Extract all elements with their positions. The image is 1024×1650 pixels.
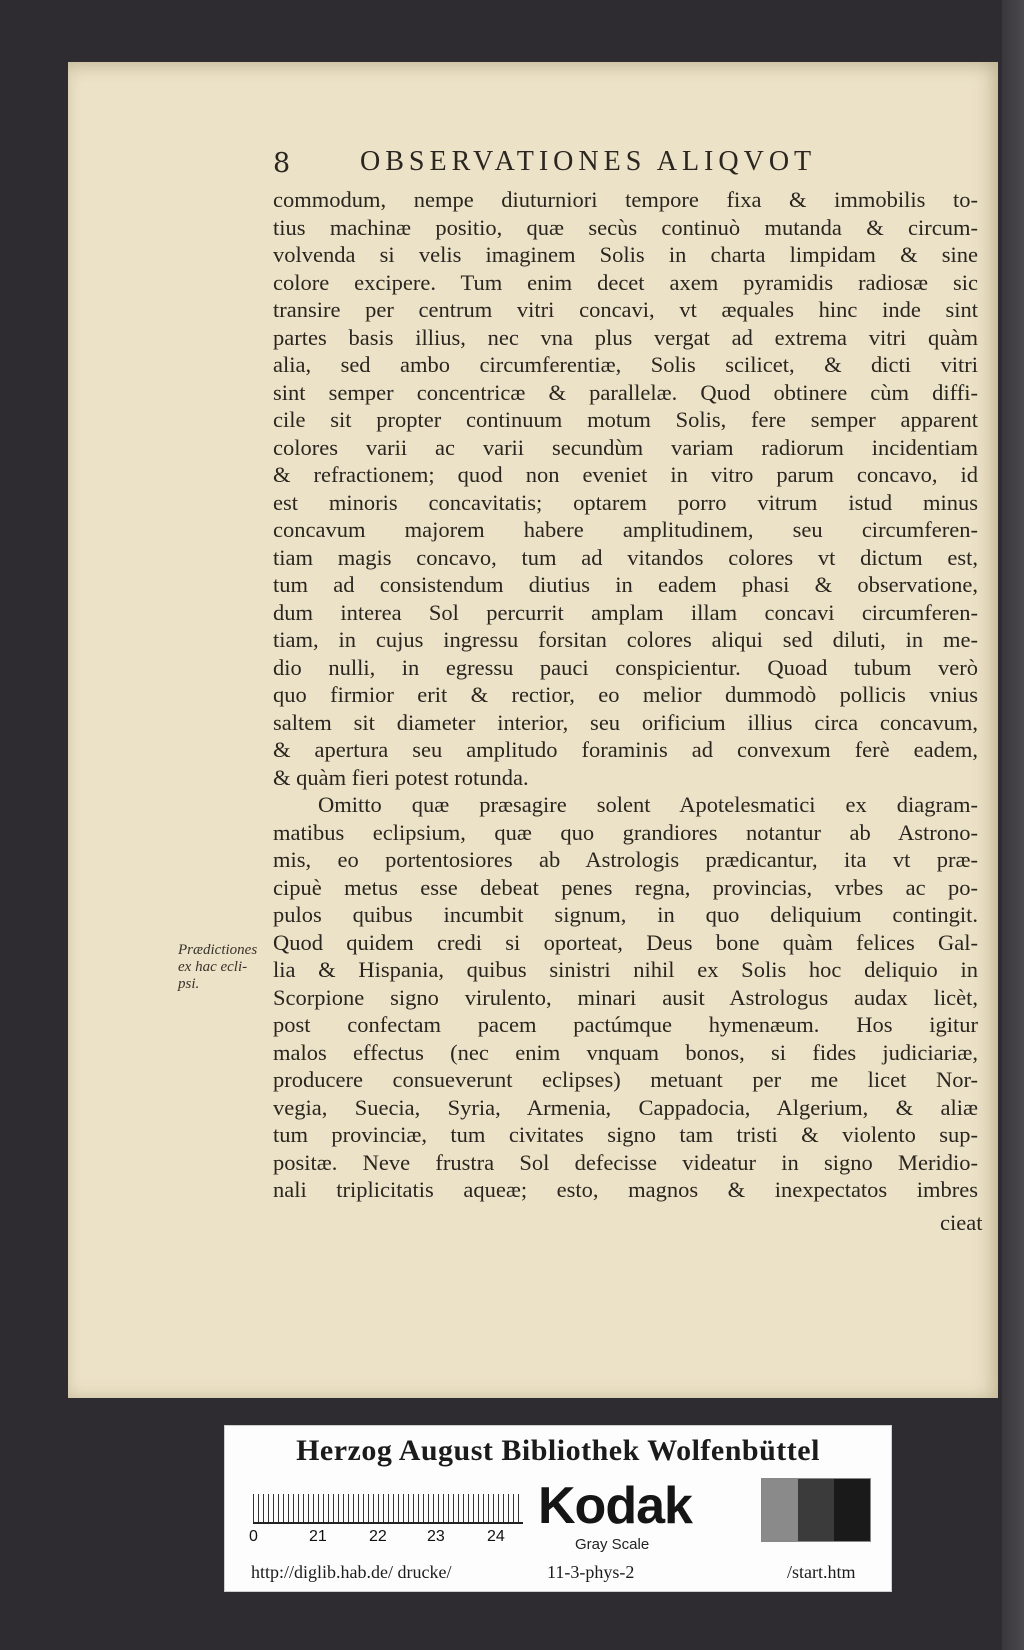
text-line: & quàm fieri potest rotunda. — [273, 764, 529, 790]
margin-note — [178, 942, 278, 993]
text-line: commodum, nempe diuturniori tempore fixa & immobilis to- — [273, 187, 978, 212]
margin-note-line: ex hac ecli- — [178, 959, 248, 975]
text-line: volvenda si velis imaginem Solis in charta limpidam & sine — [273, 242, 978, 267]
text-line: concavum majorem habere amplitudinem, seu circumferen- — [273, 517, 978, 542]
text-line: alia, sed ambo circumferentiæ, Solis scilicet, & dicti vitri — [273, 352, 978, 377]
text-line: & apertura seu amplitudo foraminis ad convexum ferè eadem, — [273, 737, 978, 762]
text-line: malos effectus (nec enim vnquam bonos, si fides judiciariæ, — [273, 1039, 978, 1065]
text-line: cile sit propter continuum motum Solis, fere semper apparent — [273, 407, 978, 432]
margin-note-line: Prædictiones — [178, 942, 258, 958]
text-line: saltem sit diameter interior, seu orificium illius circa concavum, — [273, 709, 978, 735]
text-line: pulos quibus incumbit signum, in quo deliquium contingit. — [273, 902, 978, 927]
text-line: producere consueverunt eclipses) metuant per me licet Nor- — [273, 1067, 978, 1092]
color-target-card — [224, 1425, 892, 1592]
text-line: sint semper concentricæ & parallelæ. Quod obtinere cùm diffi- — [273, 379, 978, 405]
gray-swatches — [761, 1478, 871, 1542]
gray-swatch — [762, 1479, 798, 1541]
scan-edge — [1002, 0, 1024, 1650]
text-line: & refractionem; quod non eveniet in vitro parum concavo, id — [273, 462, 978, 487]
book-page — [68, 62, 998, 1398]
ruler-number: 22 — [369, 1528, 387, 1545]
margin-note-line: psi. — [178, 976, 200, 992]
text-line: mis, eo portentosiores ab Astrologis prædicantur, ita vt præ- — [273, 847, 978, 872]
text-line: tiam magis concavo, tum ad vitandos colores vt dictum est, — [273, 544, 978, 570]
library-title: Herzog August Bibliothek Wolfenbüttel — [296, 1434, 820, 1467]
url-left: http://diglib.hab.de/ drucke/ — [251, 1562, 452, 1582]
text-line: tum ad consistendum diutius in eadem phasi & observatione, — [273, 572, 978, 597]
ruler-number: 21 — [309, 1528, 327, 1545]
text-line: colore excipere. Tum enim decet axem pyramidis radiosæ sic — [273, 269, 978, 295]
text-line: vegia, Suecia, Syria, Armenia, Cappadocia, Algerium, & aliæ — [273, 1094, 978, 1120]
catchword: cieat — [940, 1210, 983, 1235]
running-head: OBSERVATIONES ALIQVOT — [360, 146, 817, 177]
gray-swatch — [834, 1479, 870, 1541]
ruler-number: 24 — [487, 1528, 505, 1545]
ruler-scale — [253, 1484, 523, 1524]
text-line: nali triplicitatis aqueæ; esto, magnos & inexpectatos imbres — [273, 1177, 978, 1202]
ruler-number: 23 — [427, 1528, 445, 1545]
text-line: Omitto quæ præsagire solent Apotelesmatici ex diagram- — [318, 792, 978, 817]
text-line: partes basis illius, nec vna plus vergat ad extrema vitri quàm — [273, 324, 978, 350]
text-line: dio nulli, in egressu pauci conspicientur. Quoad tubum verò — [273, 654, 978, 680]
url-id: 11-3-phys-2 — [547, 1562, 635, 1582]
gray-scale-label: Gray Scale — [575, 1536, 650, 1553]
text-line: Scorpione signo virulento, minari ausit Astrologus audax licèt, — [273, 984, 978, 1010]
gray-swatch — [798, 1479, 834, 1541]
kodak-logo: Kodak — [538, 1477, 692, 1535]
text-line: tum provinciæ, tum civitates signo tam tristi & violento sup- — [273, 1122, 978, 1147]
body-text — [273, 186, 993, 1204]
text-line: post confectam pacem pactúmque hymenæum. Hos igitur — [273, 1012, 978, 1037]
text-line: tiam, in cujus ingressu forsitan colores aliqui sed diluti, in me- — [273, 627, 978, 652]
text-line: tius machinæ positio, quæ secùs continuò mutanda & circum- — [273, 214, 978, 240]
text-line: quo firmior erit & rectior, eo melior dummodò pollicis vnius — [273, 682, 978, 707]
text-line: lia & Hispania, quibus sinistri nihil ex Solis hoc deliquio in — [273, 957, 978, 982]
text-line: dum interea Sol percurrit amplam illam concavi circumferen- — [273, 599, 978, 625]
text-line: Quod quidem credi si oporteat, Deus bone quàm felices Gal- — [273, 929, 978, 955]
text-line: transire per centrum vitri concavi, vt æquales hinc inde sint — [273, 297, 978, 322]
text-line: cipuè metus esse debeat penes regna, provincias, vrbes ac po- — [273, 874, 978, 900]
page-number: 8 — [273, 148, 291, 179]
text-line: colores varii ac varii secundùm variam radiorum incidentiam — [273, 434, 978, 460]
text-line: positæ. Neve frustra Sol defecisse videatur in signo Meridio- — [273, 1149, 978, 1175]
text-line: est minoris concavitatis; optarem porro vitrum istud minus — [273, 489, 978, 515]
url-right: /start.htm — [787, 1562, 856, 1582]
text-line: matibus eclipsium, quæ quo grandiores notantur ab Astrono- — [273, 819, 978, 845]
ruler-number: 0 — [249, 1528, 258, 1545]
